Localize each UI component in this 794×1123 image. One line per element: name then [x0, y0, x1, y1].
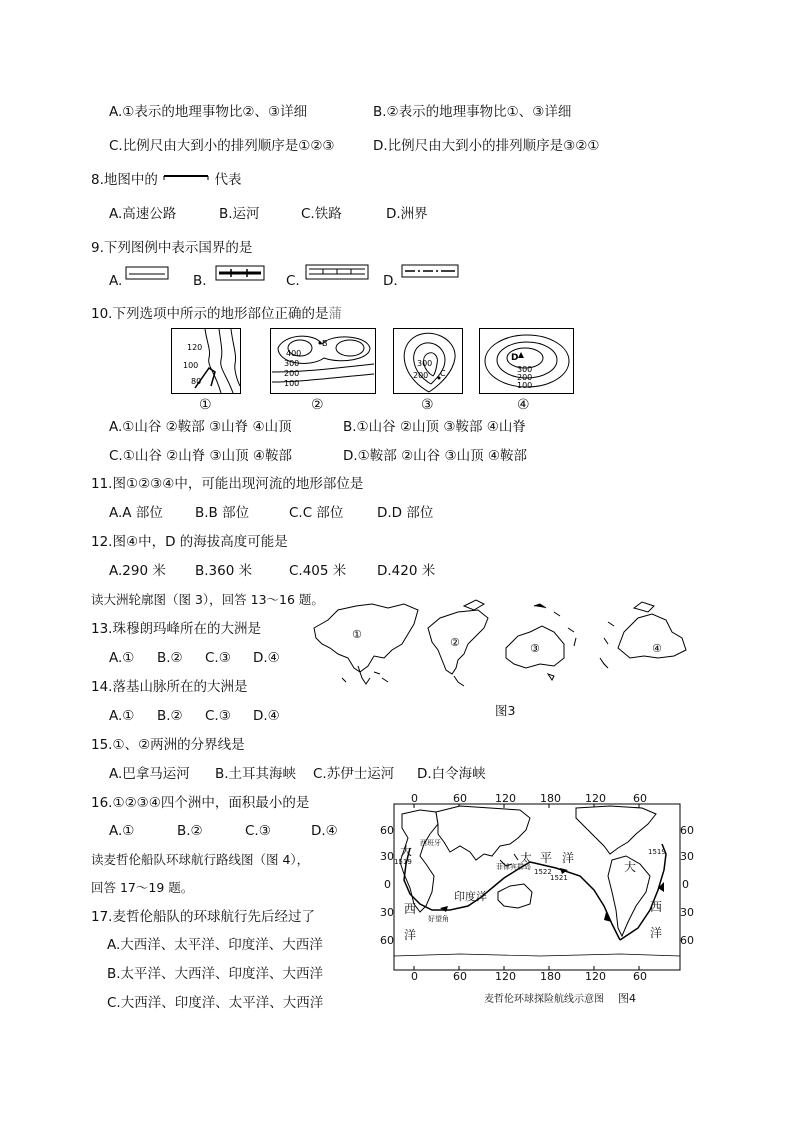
q8-option-d: D.洲界 [386, 206, 428, 222]
q17-option-a: A.大西洋、太平洋、印度洋、大西洋 [107, 937, 323, 953]
pacific-label-2: 平 [540, 851, 553, 865]
q10-stem-text: 10.下列选项中所示的地形部位正确的是 [91, 306, 329, 322]
atlantic-east-label-3: 洋 [650, 926, 663, 940]
q11-stem: 11.图①②③④中，可能出现河流的地形部位是 [91, 476, 364, 492]
legend-symbol-d-icon [401, 264, 459, 278]
q8-option-a: A.高速公路 [109, 206, 177, 222]
q16-option-d: D.④ [311, 823, 338, 839]
q16-option-c: C.③ [245, 823, 271, 839]
map-left-tick-2: 0 [384, 878, 391, 891]
q16-option-b: B.② [177, 823, 203, 839]
contour-map-4 [479, 328, 574, 394]
pacific-label-3: 洋 [562, 851, 575, 865]
q14-option-b: B.② [157, 708, 183, 724]
year-1519-start-label: 1519 [394, 858, 412, 866]
contour4-label-200: 200 [517, 373, 533, 382]
q7-option-c: C.比例尺由大到小的排列顺序是①②③ [109, 138, 335, 154]
q11-option-d: D.D 部位 [377, 505, 434, 521]
figure-label-1: ① [199, 397, 212, 413]
q10-stem [91, 305, 342, 323]
q11-option-b: B.B 部位 [195, 505, 250, 521]
q17-option-c: C.大西洋、印度洋、太平洋、大西洋 [107, 995, 324, 1011]
q11-option-a: A.A 部位 [109, 505, 163, 521]
cape-good-hope-label: 好望角 [428, 915, 449, 923]
q16-stem: 16.①②③④四个洲中，面积最小的是 [91, 795, 310, 811]
map-right-tick-2: 0 [682, 878, 689, 891]
legend-symbol-b-icon [215, 265, 265, 281]
contour2-label-200: 200 [284, 369, 300, 378]
q12-option-a: A.290 米 [109, 563, 166, 579]
map-left-tick-0: 60 [380, 824, 394, 837]
continent-label-4: ④ [652, 642, 662, 655]
atlantic-east-label-2: 西 [650, 900, 663, 914]
map-right-tick-3: 30 [680, 906, 694, 919]
legend-symbol-c-icon [305, 264, 369, 280]
map-bottom-tick-0: 0 [411, 970, 418, 983]
q7-option-d: D.比例尺由大到小的排列顺序是③②① [373, 138, 600, 154]
q9-option-b: B. [193, 273, 207, 289]
q17-option-b: B.太平洋、大西洋、印度洋、大西洋 [107, 966, 324, 982]
legend-symbol-a-icon [125, 266, 169, 280]
map-top-tick-3: 180 [540, 792, 561, 805]
read-figure4-instruction-line1: 读麦哲伦船队环球航行路线图（图 4）， [91, 852, 310, 867]
q13-option-b: B.② [157, 650, 183, 666]
q10-option-d: D.①鞍部 ②山谷 ③山顶 ④鞍部 [343, 448, 527, 464]
q15-option-a: A.巴拿马运河 [109, 766, 190, 782]
year-1521-label: 1521 [550, 874, 568, 882]
contour-map-3 [393, 328, 463, 394]
q8-option-c: C.铁路 [301, 206, 342, 222]
continent-label-1: ① [352, 628, 362, 641]
year-1519-america-label: 1519 [648, 848, 666, 856]
contour3-label-300: 300 [417, 359, 433, 368]
q15-option-b: B.土耳其海峡 [215, 766, 297, 782]
map-top-tick-0: 0 [411, 792, 418, 805]
figure-label-3: ③ [421, 397, 434, 413]
map-top-tick-4: 120 [585, 792, 606, 805]
contour-map-1 [171, 328, 241, 394]
contour1-label-80: 80 [191, 377, 202, 386]
contour2-label-100: 100 [284, 379, 300, 388]
q14-stem: 14.落基山脉所在的大洲是 [91, 679, 248, 695]
q13-stem: 13.珠穆朗玛峰所在的大洲是 [91, 621, 261, 637]
continents-outline-map [308, 598, 696, 700]
q16-option-a: A.① [109, 823, 135, 839]
map-bottom-tick-5: 60 [633, 970, 647, 983]
figure-label-4: ④ [517, 397, 530, 413]
figure-label-2: ② [311, 397, 324, 413]
q10-option-a: A.①山谷 ②鞍部 ③山脊 ④山顶 [109, 419, 292, 435]
contour2-label-b: B [322, 339, 328, 348]
pacific-label-1: 太 [520, 851, 533, 865]
q15-stem: 15.①、②两洲的分界线是 [91, 737, 245, 753]
contour4-label-100: 100 [517, 381, 533, 390]
spain-label: 西班牙 [420, 839, 441, 847]
contour1-label-120: 120 [187, 343, 203, 352]
figure3-caption: 图3 [495, 703, 516, 718]
q8-stem-post: 代表 [214, 172, 242, 188]
contour3-label-200: 200 [413, 371, 429, 380]
contour4-label-d: D [511, 353, 519, 363]
canal-symbol-icon [162, 173, 210, 187]
q12-option-c: C.405 米 [289, 563, 347, 579]
philippines-label: 菲律宾群岛 [496, 863, 531, 871]
q14-option-c: C.③ [205, 708, 231, 724]
map-top-tick-1: 60 [453, 792, 467, 805]
q7-option-a: A.①表示的地理事物比②、③详细 [109, 104, 308, 120]
continent-label-3: ③ [530, 642, 540, 655]
atlantic-west-label-3: 洋 [404, 928, 417, 942]
q8-option-b: B.运河 [219, 206, 260, 222]
q10-option-c: C.①山谷 ②山脊 ③山顶 ④鞍部 [109, 448, 293, 464]
q12-stem: 12.图④中，D 的海拔高度可能是 [91, 534, 288, 550]
q13-option-c: C.③ [205, 650, 231, 666]
year-1522-label: 1522 [534, 868, 552, 876]
contour2-label-400: 400 [286, 349, 302, 358]
atlantic-west-label: 大 [400, 844, 413, 858]
q8-stem [91, 171, 241, 189]
q7-option-b: B.②表示的地理事物比①、③详细 [373, 104, 572, 120]
map-bottom-tick-4: 120 [585, 970, 606, 983]
map-right-tick-1: 30 [680, 850, 694, 863]
q17-stem: 17.麦哲伦船队的环球航行先后经过了 [91, 909, 315, 925]
read-figure4-instruction-line2: 回答 17～19 题。 [91, 880, 194, 895]
magellan-route-map [380, 792, 694, 1005]
read-figure3-instruction: 读大洲轮廓图（图 3），回答 13～16 题。 [91, 592, 324, 607]
q9-stem: 9.下列图例中表示国界的是 [91, 240, 253, 256]
indian-ocean-label: 印度洋 [454, 890, 487, 903]
q14-option-a: A.① [109, 708, 135, 724]
contour-map-2 [270, 328, 376, 394]
map-bottom-tick-1: 60 [453, 970, 467, 983]
q12-option-d: D.420 米 [377, 563, 436, 579]
contour4-label-300: 300 [517, 365, 533, 374]
map-left-tick-4: 60 [380, 934, 394, 947]
atlantic-west-label-2: 西 [404, 902, 417, 916]
map-left-tick-3: 30 [380, 906, 394, 919]
q14-option-d: D.④ [253, 708, 280, 724]
q12-option-b: B.360 米 [195, 563, 253, 579]
contour3-label-c: C [440, 369, 446, 378]
q9-option-a: A. [109, 273, 123, 289]
q9-option-d: D. [383, 273, 398, 289]
contour1-label-100: 100 [183, 361, 199, 370]
figure4-number: 图4 [618, 992, 636, 1005]
map-top-tick-5: 60 [633, 792, 647, 805]
map-top-tick-2: 120 [495, 792, 516, 805]
map-bottom-tick-2: 120 [495, 970, 516, 983]
q13-option-d: D.④ [253, 650, 280, 666]
q10-option-b: B.①山谷 ②山顶 ③鞍部 ④山脊 [343, 419, 526, 435]
q13-option-a: A.① [109, 650, 135, 666]
continent-label-2: ② [450, 636, 460, 649]
figure4-caption: 麦哲伦环球探险航线示意图 [484, 994, 604, 1005]
map-right-tick-0: 60 [680, 824, 694, 837]
q11-option-c: C.C 部位 [289, 505, 344, 521]
world-map-graphic [380, 794, 692, 986]
map-right-tick-4: 60 [680, 934, 694, 947]
q9-option-c: C. [286, 273, 300, 289]
q15-option-c: C.苏伊士运河 [313, 766, 395, 782]
map-bottom-tick-3: 180 [540, 970, 561, 983]
q15-option-d: D.白令海峡 [417, 766, 486, 782]
q8-stem-pre: 8.地图中的 [91, 172, 158, 188]
atlantic-east-label-1: 大 [624, 860, 637, 874]
contour2-label-300: 300 [284, 359, 300, 368]
map-left-tick-1: 30 [380, 850, 394, 863]
q10-watermark: 蒲 [328, 306, 342, 322]
